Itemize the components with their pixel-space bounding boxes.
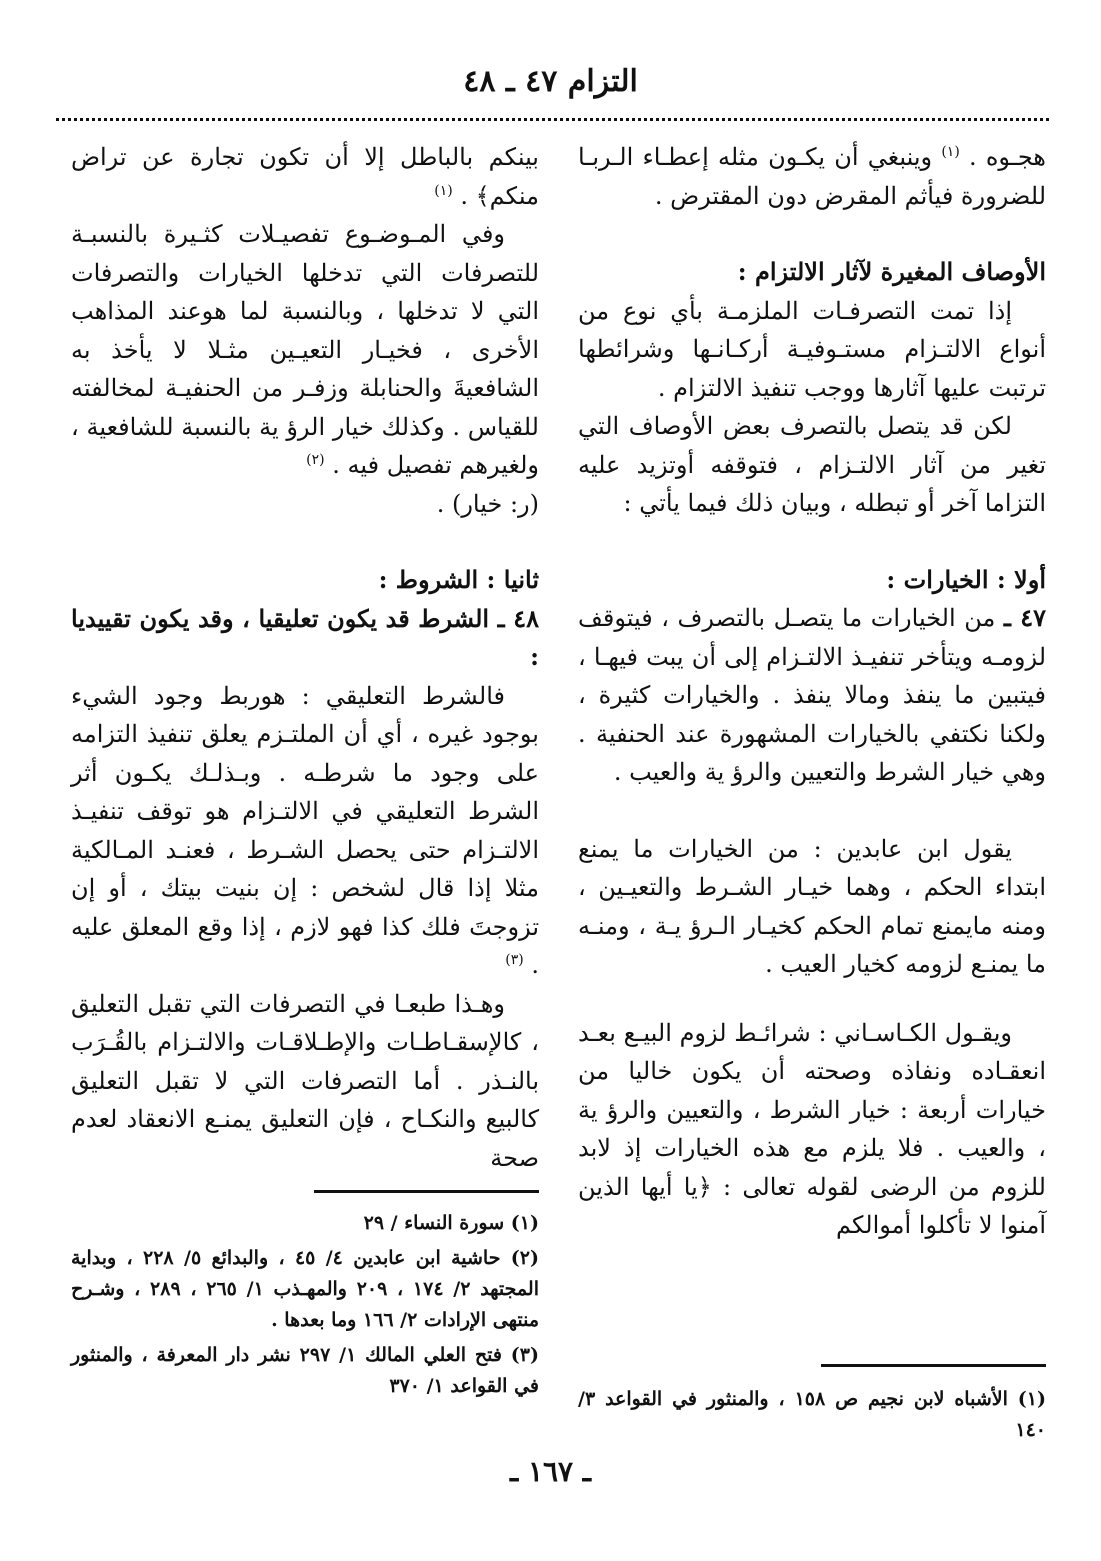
- footnote-ref[interactable]: (٣): [505, 952, 524, 968]
- paragraph-text: وفي المـوضـوع تفصيـلات كثـيرة بالنسبـة للتصرفات التي تدخلها الخيارات والتصرفات التي لا تدخلها ، وبالنسبة لما هوعند المذاهب الأخرى ، فخيـار التعيـين مثـلا لا يأخذ به الشافعيةَ والحنابلة وزفـر من الحنفيـة لمخالفته للقياس . وكذلك خيار الرؤ ية بالنسبة للشافعية ، ولغيرهم تفصيل فيه .: [71, 220, 539, 479]
- paragraph: ويقـول الكـاسـاني : شرائـط لزوم البيـع بعـد انعقـاده ونفاذه وصحته أن يكون خاليا من خيارات أربعة : خيار الشرط ، والتعيين والرؤ ية ، والعيب . فلا يلزم مع هذه الخيارات إذ لابد للزوم من الرضى لقوله تعالى : ﴿يا أيها الذين آمنوا لا تأكلوا أموالكم: [578, 1018, 1046, 1239]
- section-heading: ثانيا : الشروط :: [378, 565, 539, 594]
- footnotes-right: [578, 1384, 1046, 1450]
- section-number: ٤٧ ـ: [1003, 603, 1046, 632]
- footnote-ref[interactable]: (٢): [306, 452, 325, 468]
- paragraph: يقول ابن عابدين : من الخيارات ما يمنع ابتداء الحكم ، وهما خيـار الشـرط والتعيـين ، ومنه مايمنع تمام الحكم كخيـار الـرؤ يـة ، ومنـه ما يمنـع لزومه كخيار العيب .: [578, 834, 1046, 978]
- paragraph: وهـذا طبعـا في التصرفات التي تقبل التعليق ، كالإسقـاطـات والإطـلاقـات والالتـزام بالقُـرَب بالنـذر . أما التصرفات التي لا تقبل التعليق كالبيع والنكـاح ، فإن التعليق يمنـع الانعقاد لعدم صحة: [71, 989, 539, 1172]
- section-heading: أولا : الخيارات :: [886, 564, 1046, 594]
- footnote-ref[interactable]: (١): [941, 144, 960, 160]
- running-header: التزام ٤٧ ـ ٤٨: [463, 64, 638, 99]
- paragraph-text: بينكم بالباطل إلا أن تكون تجارة عن تراض منكم﴾ .: [71, 143, 539, 210]
- paragraph: [578, 138, 1046, 215]
- paragraph: لكن قد يتصل بالتصرف بعض الأوصاف التي تغير من آثار الالتـزام ، فتوقفه أوتزيد عليه التزاما آخر أو تبطله ، وبيان ذلك فيما يأتي :: [578, 412, 1046, 517]
- header-dotted-rule: [56, 118, 1049, 121]
- paragraph: [71, 138, 539, 215]
- footnote-rule: [821, 1364, 1046, 1367]
- cross-reference[interactable]: (ر: خيار) .: [436, 489, 539, 518]
- paragraph: [71, 215, 539, 523]
- footnote: (١) سورة النساء / ٢٩: [363, 1212, 539, 1234]
- footnote: (٣) فتح العلي المالك ١/ ٢٩٧ نشر دار المعرفة ، والمنثور في القواعد ١/ ٣٧٠: [71, 1344, 539, 1397]
- footnote-ref[interactable]: (١): [434, 182, 453, 199]
- paragraph-text: وينبغي أن يكـون مثله إعطـاء الـربـا للضرورة فيأثم المقرض دون المقترض .: [578, 143, 1046, 210]
- paragraph-text: الشرط قد يكون تعليقيا ، وقد يكون تقييديا :: [71, 603, 539, 671]
- paragraph-text: هجـوه .: [968, 143, 1046, 171]
- section-heading: الأوصاف المغيرة لآثار الالتزام :: [737, 257, 1046, 286]
- paragraph: إذا تمت التصرفـات الملزمـة بأي نوع من أنواع الالتـزام مستـوفيـة أركـانـها وشرائطها ترتبت عليها آثارها ووجب تنفيذ الالتزام .: [578, 296, 1046, 402]
- right-column: [578, 138, 1046, 1245]
- footnote: (١) الأشباه لابن نجيم ص ١٥٨ ، والمنثور في القواعد ٣/ ١٤٠: [578, 1388, 1046, 1441]
- paragraph-text: من الخيارات ما يتصـل بالتصرف ، فيتوقف لزومـه ويتأخر تنفيـذ الالتـزام إلى أن يبت فيهـا ، فيتبين ما ينفذ ومالا ينفذ . والخيارات كثيرة ، ولكنا نكتفي بالخيارات المشهورة عند الحنفية . وهي خيار الشرط والتعيين والرؤ ية والعيب .: [578, 604, 1046, 786]
- section-number: ٤٨ ـ: [497, 603, 539, 633]
- paragraph-text: فالشرط التعليقي : هوربط وجود الشيء بوجود غيره ، أي أن الملتـزم يعلق تنفيذ التزامه على وجود ما شرطـه . وبـذلـك يكـون أثر الشرط التعليقي في الالتـزام هو توقف تنفيـذ الالتـزام حتى يحصل الشـرط ، فعنـد المـالكية مثلا إذا قال لشخص : إن بنيت بيتك ، أو إن تزوجتَ فلك كذا فهو لازم ، إذا وقع المعلق عليه .: [71, 681, 539, 979]
- paragraph: [71, 677, 539, 985]
- page-number: ـ ١٦٧ ـ: [509, 1455, 592, 1488]
- footnotes-left: [71, 1208, 539, 1406]
- paragraph: [71, 600, 539, 677]
- footnote: (٢) حاشية ابن عابدين ٤/ ٤٥ ، والبدائع ٥/ ٢٢٨ ، وبداية المجتهد ٢/ ١٧٤ ، ٢٠٩ والمهـذب ١/ ٢٦٥ ، ٢٨٩ ، وشـرح منتهى الإرادات ٢/ ١٦٦ وما بعدها .: [71, 1247, 540, 1331]
- left-column: [71, 138, 539, 1177]
- paragraph: [578, 599, 1046, 792]
- footnote-rule: [314, 1190, 539, 1193]
